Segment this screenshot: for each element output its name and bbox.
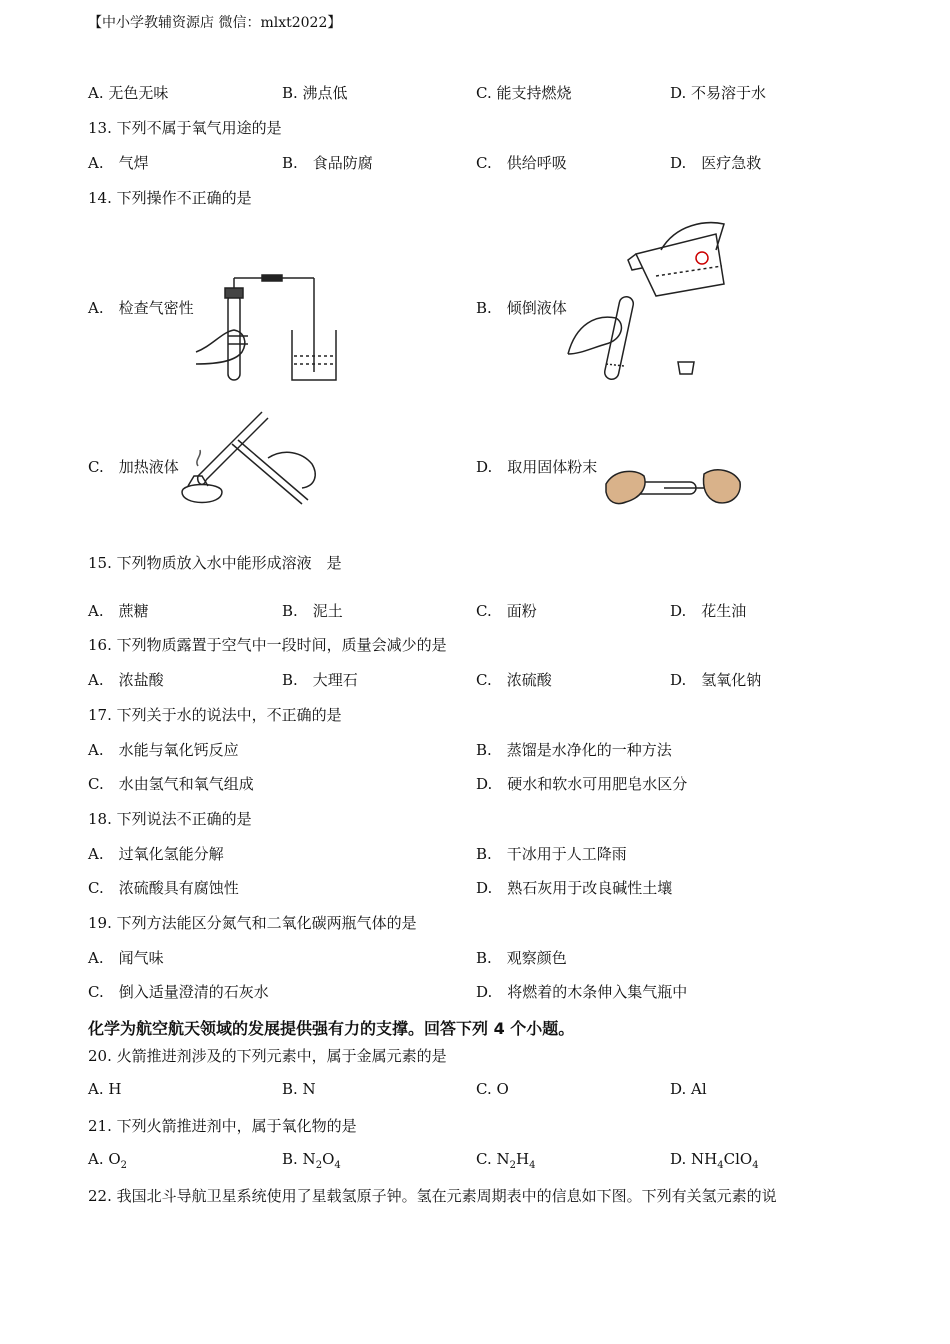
q12-option-a: A. 无色无味 <box>88 84 169 102</box>
formula-sub: 4 <box>529 1160 536 1171</box>
formula-sub: 4 <box>752 1160 759 1171</box>
q20-option-c: C. O <box>476 1080 509 1098</box>
q16-option-b: B. 大理石 <box>282 671 358 689</box>
formula-part: C. N <box>476 1150 510 1168</box>
formula-sub: 2 <box>315 1160 323 1171</box>
q15-option-d: D. 花生油 <box>670 602 747 620</box>
q19-option-a: A. 闻气味 <box>88 949 164 967</box>
q14-option-b: B. 倾倒液体 <box>476 299 567 317</box>
q15-option-b: B. 泥土 <box>282 602 343 620</box>
q15-option-a: A. 蔗糖 <box>88 602 149 620</box>
q17-option-c: C. 水由氢气和氧气组成 <box>88 775 254 793</box>
q19-option-b: B. 观察颜色 <box>476 949 567 967</box>
q15-stem: 15. 下列物质放入水中能形成溶液 是 <box>88 554 342 572</box>
q12-option-d: D. 不易溶于水 <box>670 84 767 102</box>
q18-stem: 18. 下列说法不正确的是 <box>88 810 252 828</box>
q17-stem: 17. 下列关于水的说法中，不正确的是 <box>88 706 342 724</box>
q21-option-c <box>476 1150 535 1171</box>
q18-option-a: A. 过氧化氢能分解 <box>88 845 224 863</box>
q13-option-a: A. 气焊 <box>88 154 149 172</box>
q20-option-b: B. N <box>282 1080 316 1098</box>
q17-option-b: B. 蒸馏是水净化的一种方法 <box>476 741 672 759</box>
q16-option-d: D. 氢氧化钠 <box>670 671 762 689</box>
q16-option-c: C. 浓硫酸 <box>476 671 552 689</box>
q19-option-d: D. 将燃着的木条伸入集气瓶中 <box>476 983 688 1001</box>
q16-stem: 16. 下列物质露置于空气中一段时间，质量会减少的是 <box>88 636 447 654</box>
q14-option-d: D. 取用固体粉末 <box>476 458 598 476</box>
formula-part: H <box>515 1150 530 1168</box>
q15-option-c: C. 面粉 <box>476 602 537 620</box>
q21-option-a <box>88 1150 127 1171</box>
formula-sub: 4 <box>334 1160 341 1171</box>
page-header: 【中小学教辅资源店 微信：mlxt2022】 <box>88 15 342 31</box>
q21-stem: 21. 下列火箭推进剂中，属于氧化物的是 <box>88 1117 357 1135</box>
q13-option-d: D. 医疗急救 <box>670 154 762 172</box>
formula-sub: 4 <box>717 1160 724 1171</box>
q12-option-b: B. 沸点低 <box>282 84 348 102</box>
q12-option-c: C. 能支持燃烧 <box>476 84 572 102</box>
formula-sub: 2 <box>120 1160 128 1171</box>
formula-part: A. O <box>88 1150 121 1168</box>
q17-option-a: A. 水能与氧化钙反应 <box>88 741 239 759</box>
formula-sub: 2 <box>509 1160 516 1171</box>
formula-part: B. N <box>282 1150 316 1168</box>
q14-option-a: A. 检查气密性 <box>88 299 194 317</box>
q18-option-b: B. 干冰用于人工降雨 <box>476 845 627 863</box>
formula-part: D. NH <box>670 1150 718 1168</box>
q17-option-d: D. 硬水和软水可用肥皂水区分 <box>476 775 688 793</box>
figure-pouring-liquid <box>566 214 726 384</box>
q16-option-a: A. 浓盐酸 <box>88 671 164 689</box>
q20-option-d: D. Al <box>670 1080 707 1098</box>
section-intro: 化学为航空航天领域的发展提供强有力的支撑。回答下列 4 个小题。 <box>88 1019 575 1038</box>
q14-option-c: C. 加热液体 <box>88 458 179 476</box>
formula-part: ClO <box>723 1150 753 1168</box>
q21-option-b <box>282 1150 341 1171</box>
q18-option-c: C. 浓硫酸具有腐蚀性 <box>88 879 239 897</box>
figure-heating-liquid <box>172 404 327 514</box>
q13-option-c: C. 供给呼吸 <box>476 154 567 172</box>
q19-option-c: C. 倒入适量澄清的石灰水 <box>88 983 269 1001</box>
q21-option-d <box>670 1150 759 1171</box>
q20-option-a: A. H <box>88 1080 122 1098</box>
q19-stem: 19. 下列方法能区分氮气和二氧化碳两瓶气体的是 <box>88 914 417 932</box>
figure-solid-powder <box>604 462 744 522</box>
q20-stem: 20. 火箭推进剂涉及的下列元素中，属于金属元素的是 <box>88 1047 447 1065</box>
q22-stem: 22. 我国北斗导航卫星系统使用了星载氢原子钟。氢在元素周期表中的信息如下图。下列有关氢元素的说 <box>88 1187 777 1205</box>
formula-part: O <box>322 1150 335 1168</box>
q18-option-d: D. 熟石灰用于改良碱性土壤 <box>476 879 673 897</box>
figure-airtightness-check <box>192 272 342 387</box>
q13-option-b: B. 食品防腐 <box>282 154 373 172</box>
q13-stem: 13. 下列不属于氧气用途的是 <box>88 119 282 137</box>
q14-stem: 14. 下列操作不正确的是 <box>88 189 252 207</box>
